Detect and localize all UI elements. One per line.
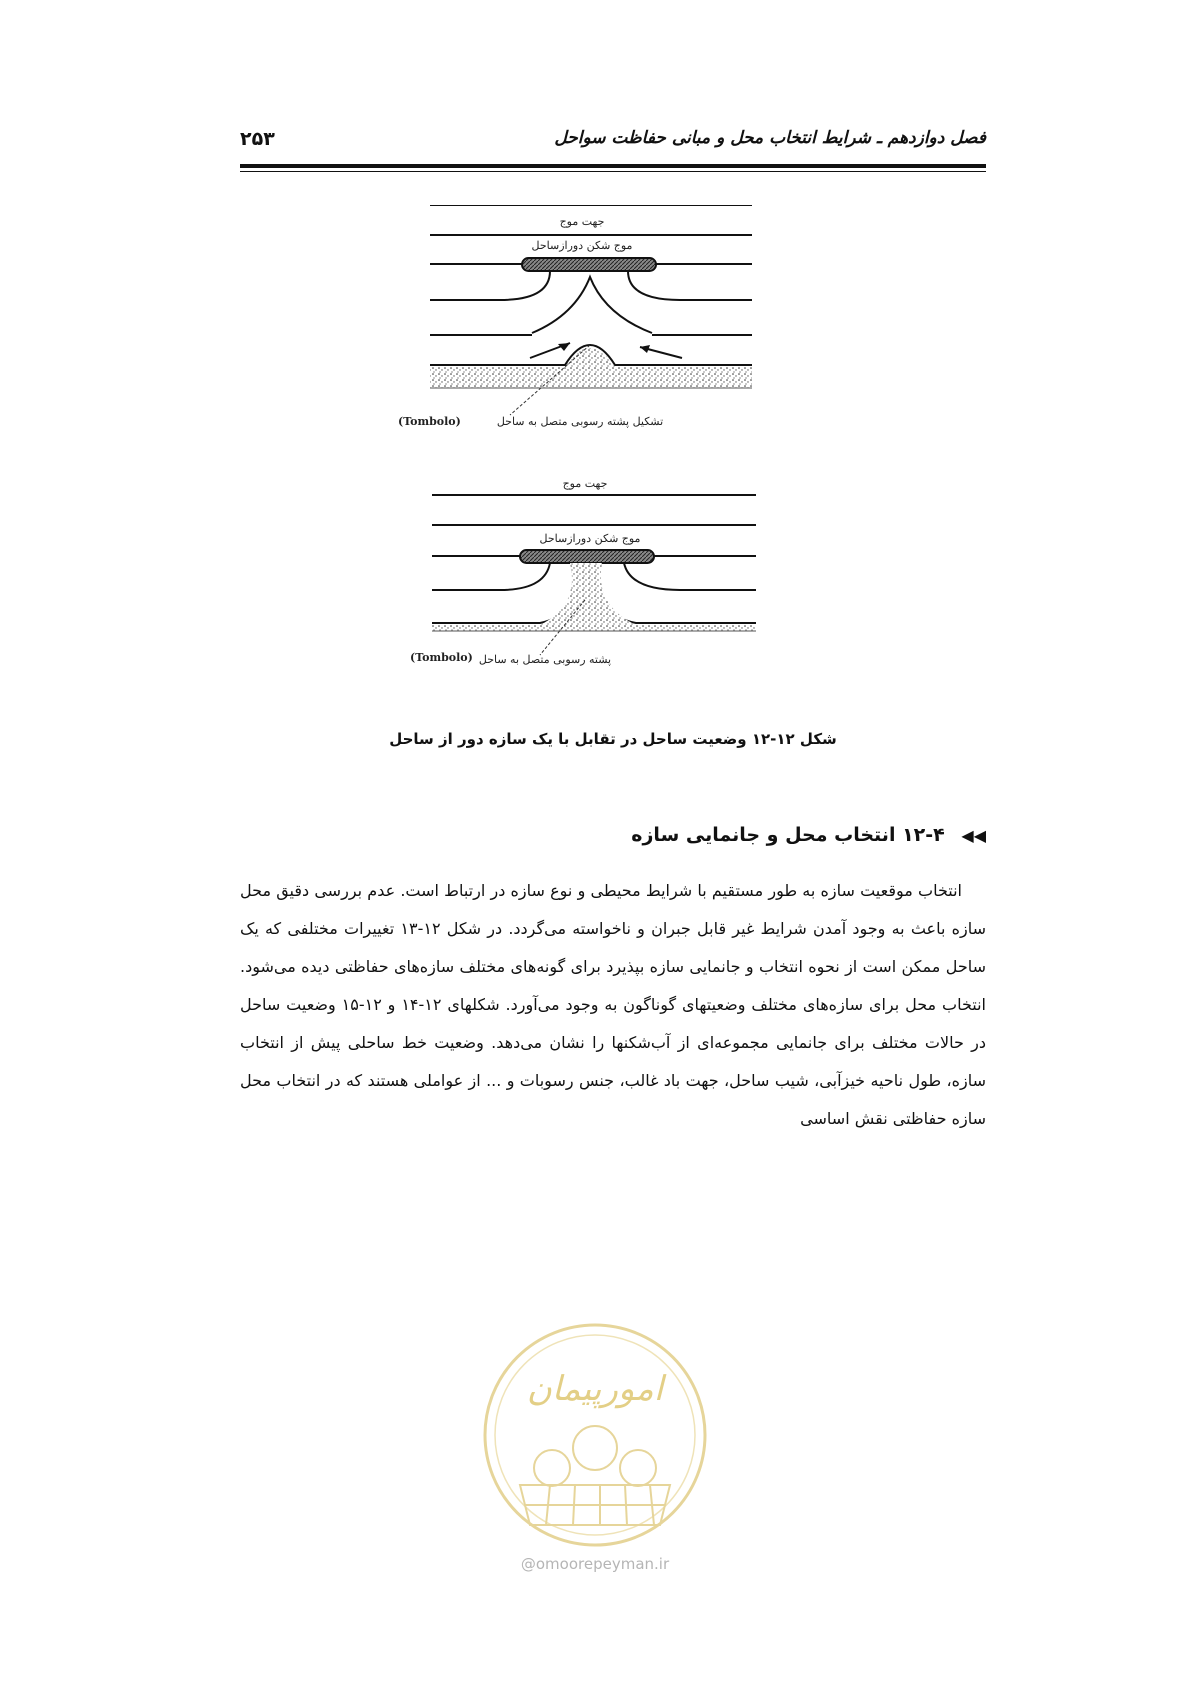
paragraph: انتخاب موقعیت سازه به طور مستقیم با شرایط محیطی و نوع سازه در ارتباط است. عدم بررسی دقیق محل سازه باعث به وجود آمدن شرایط غیر قابل جبران و ناخواسته می‌گردد. در شکل ۱۲-۱۳ تغییرات مختلفی که یک ساحل ممکن است از نحوه انتخاب و جانمایی سازه بپذیرد برای گونه‌های مختلف سازه‌های حفاظتی دیده می‌شود. انتخاب محل برای سازه‌های مختلف وضعیتهای گوناگون به وجود می‌آورد. شکلهای ۱۲-۱۴ و ۱۲-۱۵ وضعیت ساحل در حالات مختلف برای جانمایی مجموعه‌ای از آب‌شکنها را نشان می‌دهد. وضعیت خط ساحلی پیش از انتخاب سازه، طول ناحیه خیزآبی، شیب ساحل، جهت باد غالب، جنس رسوبات و ... از عواملی هستند که در انتخاب محل سازه حفاظتی نقش اساسی <box>240 881 987 1128</box>
section-heading <box>240 824 986 846</box>
top-breakwater-label: موج شکن دورازساحل <box>531 239 633 252</box>
bottom-tombolo-en: (Tombolo) <box>410 651 473 664</box>
bottom-tombolo <box>540 563 636 625</box>
header-rule-thick <box>240 164 986 168</box>
chapter-title: فصل دوازدهم ـ شرایط انتخاب محل و مبانی حفاظت سواحل <box>554 128 986 148</box>
watermark-logo-text: امورپیمان <box>526 1369 664 1409</box>
figure-tombolo <box>390 205 830 725</box>
bottom-wave-label: جهت موج <box>562 477 608 490</box>
page-header <box>240 128 986 156</box>
bottom-tombolo-label: پشته رسوبی متصل به ساحل <box>478 653 612 666</box>
tombolo-diagram <box>390 205 830 725</box>
top-tombolo-label: تشکیل پشته رسوبی متصل به ساحل <box>496 415 664 428</box>
top-breakwater <box>522 258 656 271</box>
top-wave-label: جهت موج <box>559 215 605 228</box>
figure-caption: شکل ۱۲-۱۲ وضعیت ساحل در تقابل با یک سازه دور از ساحل <box>389 730 837 748</box>
bottom-diagram <box>410 477 756 666</box>
page-number: ۲۵۳ <box>240 128 275 150</box>
top-sand-shore <box>430 348 752 388</box>
top-diagram <box>398 205 752 428</box>
section-title: ۱۲-۴ انتخاب محل و جانمایی سازه <box>631 824 945 846</box>
section-marker-icon: ◀◀ <box>961 826 986 845</box>
header-rule-thin <box>240 171 986 172</box>
watermark-seal-icon <box>480 1320 710 1560</box>
bottom-breakwater <box>520 550 654 563</box>
body-text <box>240 872 986 1138</box>
watermark-logo <box>480 1320 710 1560</box>
top-tombolo-en: (Tombolo) <box>398 415 461 428</box>
bottom-breakwater-label: موج شکن دورازساحل <box>539 532 641 545</box>
watermark-url: @omoorepeyman.ir <box>520 1555 670 1573</box>
